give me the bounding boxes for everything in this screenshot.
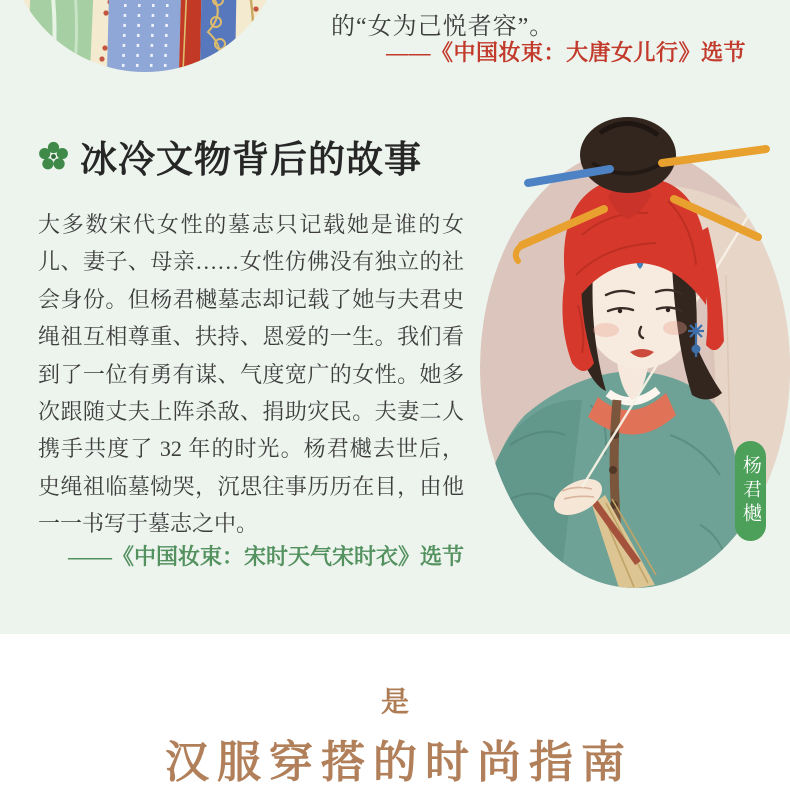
footer-section xyxy=(0,634,790,807)
plum-flower-icon xyxy=(38,141,69,172)
excerpt-tail-text: 的“女为己悦者容”。 xyxy=(331,14,555,40)
portrait-name-label xyxy=(735,441,766,541)
paragraph-line: 儿、妻子、母亲……女性仿佛没有独立的社 xyxy=(38,249,464,275)
fabric-illustration xyxy=(6,0,284,72)
paragraph-line: 携手共度了 32 年的时光。杨君樾去世后， xyxy=(38,436,464,462)
section-title: 冰冷文物背后的故事 xyxy=(80,140,422,181)
footer-headline: 汉服穿搭的时尚指南 xyxy=(165,738,633,787)
paragraph-line: 一一书写于墓志之中。 xyxy=(38,511,259,537)
paragraph-line: 大多数宋代女性的墓志只记载她是谁的女 xyxy=(38,212,464,237)
paragraph-line: 会身份。但杨君樾墓志却记载了她与夫君史 xyxy=(38,286,464,312)
costume-fabric-circle-image xyxy=(6,0,284,72)
paragraph-line: 绳祖互相尊重、扶持、恩爱的一生。我们看 xyxy=(38,324,464,350)
story-attribution: ——《中国妆束：宋时天气宋时衣》选节 xyxy=(67,544,464,569)
paragraph-line: 次跟随丈夫上阵杀敌、捐助灾民。夫妻二人 xyxy=(38,399,464,425)
footer-kicker: 是 xyxy=(380,687,409,718)
excerpt-attribution: ——《中国妆束：大唐女儿行》选节 xyxy=(385,40,746,65)
portrait-name-text: 杨君樾 xyxy=(740,455,761,527)
section-heading xyxy=(38,129,422,183)
paragraph-line: 史绳祖临墓恸哭，沉思往事历历在目，由他 xyxy=(38,473,464,499)
story-paragraph xyxy=(38,206,464,543)
paragraph-line: 到了一位有勇有谋、气度宽广的女性。她多 xyxy=(38,361,464,387)
